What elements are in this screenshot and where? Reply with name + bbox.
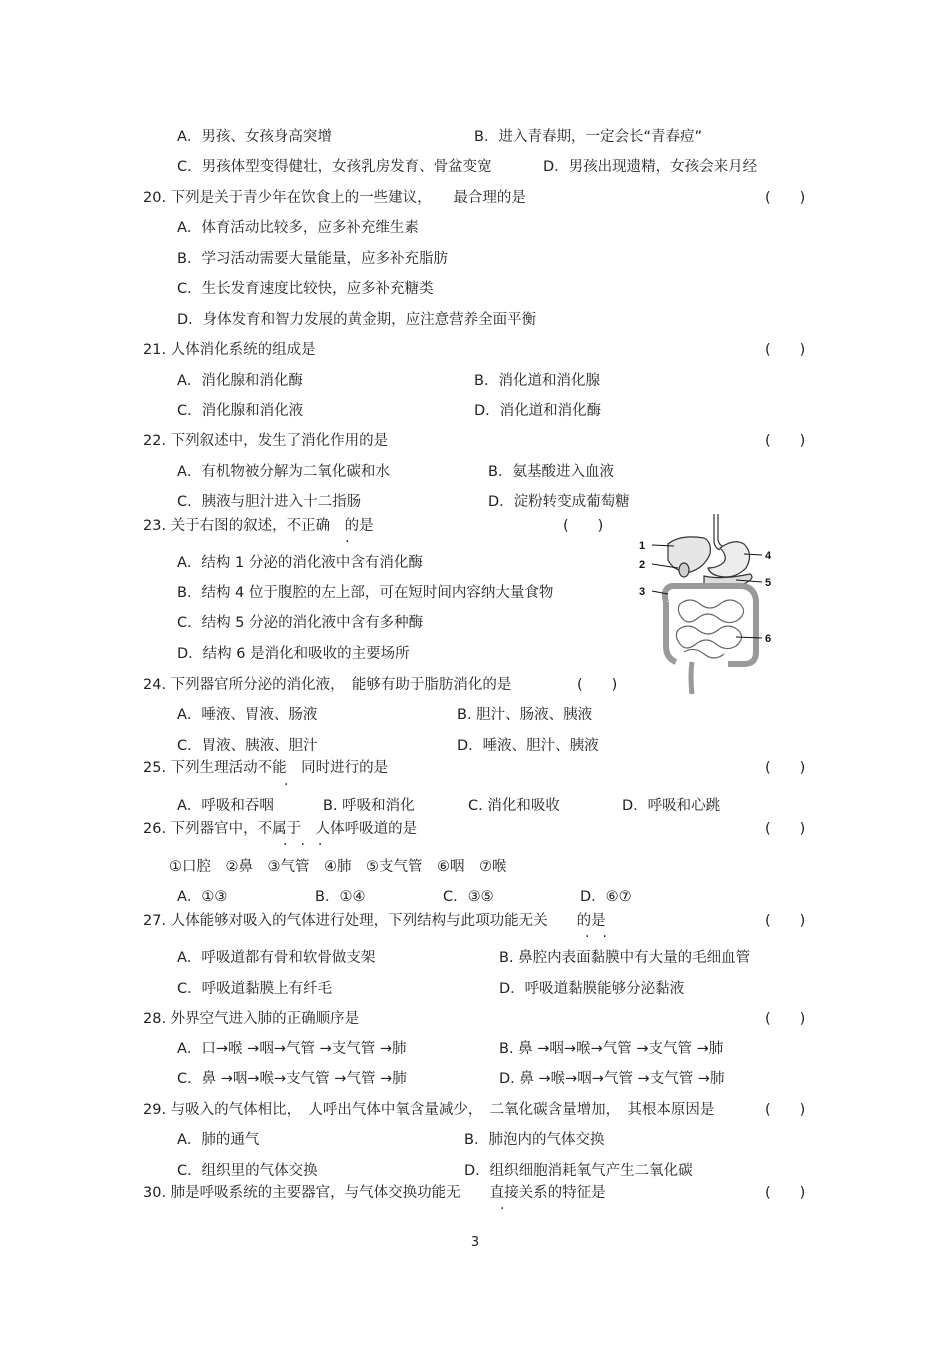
emphasis-dot: ... bbox=[283, 833, 336, 849]
diagram-label-5: 5 bbox=[765, 577, 772, 589]
option-text: A．肺的通气 bbox=[177, 1132, 260, 1148]
answer-paren: ( ) bbox=[765, 821, 806, 837]
option-text: D. 鼻 →喉→咽→气管 →支气管 →肺 bbox=[499, 1071, 725, 1087]
stomach-shape bbox=[708, 542, 750, 577]
emphasis-dot: . bbox=[284, 773, 289, 789]
answer-paren: ( ) bbox=[765, 433, 806, 449]
rectum-shape bbox=[691, 662, 692, 694]
option-text: D．呼吸和心跳 bbox=[622, 798, 721, 814]
option-text: B．进入青春期，一定会长“青春痘” bbox=[474, 129, 702, 145]
option-text: A．唾液、胃液、肠液 bbox=[177, 707, 318, 723]
question-25: 25. 下列生理活动不能 同时进行的是 bbox=[143, 760, 389, 776]
option-text: D．唾液、胆汁、胰液 bbox=[457, 738, 599, 754]
diagram-label-4: 4 bbox=[765, 550, 772, 562]
option-text: B. 胆汁、肠液、胰液 bbox=[457, 707, 593, 723]
option-text: A．消化腺和消化酶 bbox=[177, 373, 303, 389]
option-text: D．淀粉转变成葡萄糖 bbox=[488, 494, 630, 510]
answer-paren: ( ) bbox=[563, 518, 604, 534]
liver-shape bbox=[668, 537, 710, 572]
option-text: C．鼻 →咽→喉→支气管 →气管 →肺 bbox=[177, 1071, 407, 1087]
question-23: 23. 关于右图的叙述，不正确 的是 bbox=[143, 518, 374, 534]
diagram-label-6: 6 bbox=[765, 633, 772, 645]
question-27: 27. 人体能够对吸入的气体进行处理，下列结构与此项功能无关 的是 bbox=[143, 913, 606, 929]
option-text: C．消化腺和消化液 bbox=[177, 403, 304, 419]
option-text: C．生长发育速度比较快，应多补充糖类 bbox=[177, 281, 434, 297]
esophagus-shape bbox=[714, 514, 720, 550]
option-text: ①口腔 ②鼻 ③气管 ④肺 ⑤支气管 ⑥咽 ⑦喉 bbox=[169, 859, 507, 875]
diagram-label-2: 2 bbox=[639, 559, 646, 571]
option-text: A．①③ bbox=[177, 889, 228, 905]
question-22: 22. 下列叙述中，发生了消化作用的是 bbox=[143, 433, 389, 449]
small-intestine-shape bbox=[678, 600, 743, 623]
question-24: 24. 下列器官所分泌的消化液， 能够有助于脂肪消化的是 bbox=[143, 677, 512, 693]
option-text: C．③⑤ bbox=[443, 889, 494, 905]
option-text: B. 鼻 →咽→喉→气管 →支气管 →肺 bbox=[499, 1041, 724, 1057]
option-text: D．男孩出现遗精，女孩会来月经 bbox=[543, 159, 758, 175]
digestive-system-diagram bbox=[632, 512, 782, 697]
question-30: 30. 肺是呼吸系统的主要器官，与气体交换功能无 直接关系的特征是 bbox=[143, 1185, 606, 1201]
option-text: C．男孩体型变得健壮，女孩乳房发育、骨盆变宽 bbox=[177, 159, 492, 175]
answer-paren: ( ) bbox=[765, 1185, 806, 1201]
answer-paren: ( ) bbox=[765, 342, 806, 358]
option-text: A．男孩、女孩身高突增 bbox=[177, 129, 332, 145]
option-text: D．呼吸道黏膜能够分泌黏液 bbox=[499, 981, 685, 997]
option-text: A．呼吸道都有骨和软骨做支架 bbox=[177, 950, 376, 966]
question-20: 20. 下列是关于青少年在饮食上的一些建议， 最合理的是 bbox=[143, 190, 526, 206]
option-text: B．①④ bbox=[315, 889, 366, 905]
answer-paren: ( ) bbox=[765, 1102, 806, 1118]
option-text: A．口→喉 →咽→气管 →支气管 →肺 bbox=[177, 1041, 407, 1057]
question-28: 28. 外界空气进入肺的正确顺序是 bbox=[143, 1011, 360, 1027]
emphasis-dot: .. bbox=[585, 925, 620, 941]
option-text: B．学习活动需要大量能量，应多补充脂肪 bbox=[177, 251, 448, 267]
option-text: B. 呼吸和消化 bbox=[323, 798, 415, 814]
answer-paren: ( ) bbox=[765, 1011, 806, 1027]
question-21: 21. 人体消化系统的组成是 bbox=[143, 342, 316, 358]
option-text: D．结构 6 是消化和吸收的主要场所 bbox=[177, 646, 410, 662]
answer-paren: ( ) bbox=[765, 760, 806, 776]
option-text: D．身体发育和智力发展的黄金期，应注意营养全面平衡 bbox=[177, 312, 537, 328]
option-text: A．结构 1 分泌的消化液中含有消化酶 bbox=[177, 555, 423, 571]
option-text: C. 消化和吸收 bbox=[468, 798, 560, 814]
page-number: 3 bbox=[470, 1235, 480, 1250]
option-text: C．胰液与胆汁进入十二指肠 bbox=[177, 494, 362, 510]
answer-paren: ( ) bbox=[765, 913, 806, 929]
diagram-label-3: 3 bbox=[639, 586, 646, 598]
answer-paren: ( ) bbox=[577, 677, 618, 693]
emphasis-dot: . bbox=[500, 1197, 505, 1213]
option-text: B．氨基酸进入血液 bbox=[488, 464, 614, 480]
question-29: 29. 与吸入的气体相比， 人呼出气体中氧含量减少， 二氧化碳含量增加， 其根本原因是 bbox=[143, 1102, 715, 1118]
option-text: A．呼吸和吞咽 bbox=[177, 798, 274, 814]
option-text: B．结构 4 位于腹腔的左上部，可在短时间内容纳大量食物 bbox=[177, 585, 554, 601]
option-text: C．呼吸道黏膜上有纤毛 bbox=[177, 981, 333, 997]
option-text: D．⑥⑦ bbox=[580, 889, 632, 905]
question-26: 26. 下列器官中，不属于 人体呼吸道的是 bbox=[143, 821, 418, 837]
emphasis-dot: . bbox=[345, 530, 350, 546]
diagram-label-1: 1 bbox=[639, 540, 646, 552]
option-text: A．体育活动比较多，应多补充维生素 bbox=[177, 220, 419, 236]
option-text: C．组织里的气体交换 bbox=[177, 1163, 318, 1179]
large-intestine-shape bbox=[665, 586, 756, 664]
option-text: D．消化道和消化酶 bbox=[474, 403, 602, 419]
option-text: B．肺泡内的气体交换 bbox=[464, 1132, 605, 1148]
option-text: D．组织细胞消耗氧气产生二氧化碳 bbox=[464, 1163, 693, 1179]
option-text: C．胃液、胰液、胆汁 bbox=[177, 738, 318, 754]
gallbladder-shape bbox=[679, 563, 689, 577]
answer-paren: ( ) bbox=[765, 190, 806, 206]
option-text: C．结构 5 分泌的消化液中含有多种酶 bbox=[177, 615, 424, 631]
option-text: B．消化道和消化腺 bbox=[474, 373, 600, 389]
option-text: B. 鼻腔内表面黏膜中有大量的毛细血管 bbox=[499, 950, 751, 966]
option-text: A．有机物被分解为二氧化碳和水 bbox=[177, 464, 390, 480]
